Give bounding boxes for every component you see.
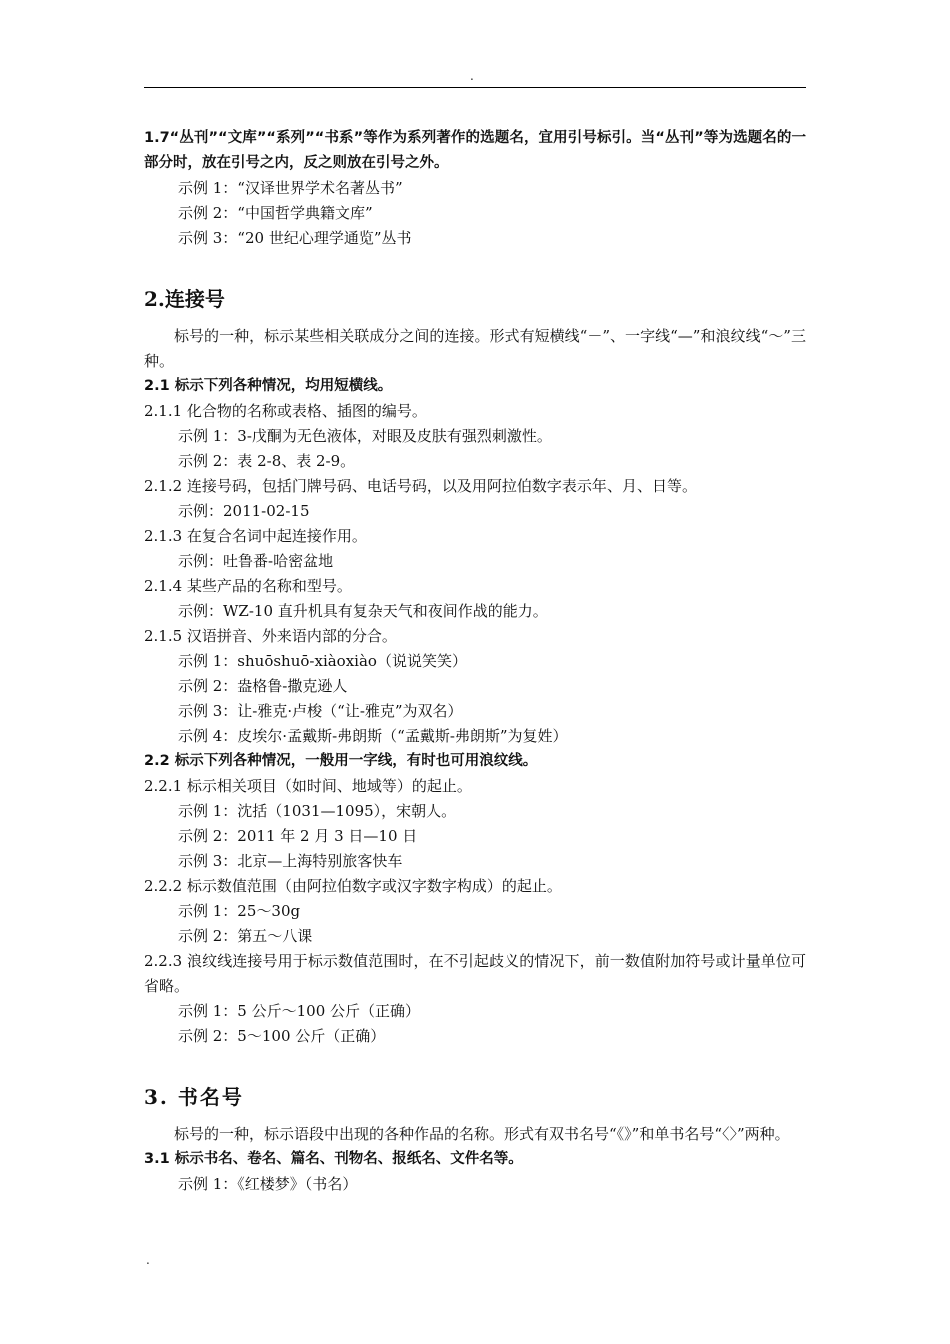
example-line: 示例 2：2011 年 2 月 3 日—10 日: [178, 827, 418, 845]
example-line: 示例 1：25～30g: [178, 902, 301, 920]
example-line: 示例 3：让-雅克·卢梭（“让-雅克”为双名）: [178, 702, 463, 720]
footer-mark: .: [146, 1253, 150, 1267]
example-line: 示例 1：5 公斤～100 公斤（正确）: [178, 1002, 421, 1020]
item-2-1-3: 2.1.3 在复合名词中起连接作用。: [144, 527, 367, 545]
item-2-1-4: 2.1.4 某些产品的名称和型号。: [144, 577, 352, 595]
subsection-3-1-heading: 3.1 标示书名、卷名、篇名、刊物名、报纸名、文件名等。: [144, 1151, 523, 1167]
example-line: 示例 3：北京—上海特别旅客快车: [178, 852, 403, 870]
example-line: 示例 3：“20 世纪心理学通览”丛书: [178, 229, 412, 247]
section-3-intro: 标号的一种，标示语段中出现的各种作品的名称。形式有双书名号“《》”和单书名号“〈〉”两种。: [174, 1125, 790, 1143]
example-line: 示例：2011-02-15: [178, 502, 310, 520]
item-2-1-1: 2.1.1 化合物的名称或表格、插图的编号。: [144, 402, 427, 420]
example-line: 示例 1：shuōshuō-xiàoxiào（说说笑笑）: [178, 652, 467, 670]
item-2-2-3: 2.2.3 浪纹线连接号用于标示数值范围时，在不引起歧义的情况下，前一数值附加符号或计量单位可省略。: [144, 952, 806, 995]
example-line: 示例 2：5～100 公斤（正确）: [178, 1027, 386, 1045]
example-line: 示例 2：表 2-8、表 2-9。: [178, 452, 356, 470]
section-1-7-heading: 1.7“丛刊”“文库”“系列”“书系”等作为系列著作的选题名，宜用引号标引。当“丛刊”等为选题名的一部分时，放在引号之内，反之则放在引号之外。: [144, 130, 806, 171]
example-line: 示例 1：《红楼梦》（书名）: [178, 1175, 358, 1193]
header-rule: [144, 87, 806, 88]
example-line: 示例 1：3-戊酮为无色液体，对眼及皮肤有强烈刺激性。: [178, 427, 552, 445]
example-line: 示例 2：“中国哲学典籍文库”: [178, 204, 373, 222]
section-3-title: 3. 书名号: [144, 1085, 244, 1109]
subsection-2-2-heading: 2.2 标示下列各种情况，一般用一字线，有时也可用浪纹线。: [144, 753, 538, 769]
subsection-2-1-heading: 2.1 标示下列各种情况，均用短横线。: [144, 378, 393, 394]
section-2-intro: 标号的一种，标示某些相关联成分之间的连接。形式有短横线“－”、一字线“—”和浪纹线“～”三种。: [144, 327, 806, 370]
example-line: 示例 2：第五～八课: [178, 927, 313, 945]
section-2-title: 2.连接号: [144, 287, 225, 311]
item-2-2-1: 2.2.1 标示相关项目（如时间、地域等）的起止。: [144, 777, 472, 795]
example-line: 示例 4：皮埃尔·孟戴斯-弗朗斯（“孟戴斯-弗朗斯”为复姓）: [178, 727, 568, 745]
header-mark: .: [470, 69, 474, 83]
example-line: 示例 2：盎格鲁-撒克逊人: [178, 677, 348, 695]
example-line: 示例：吐鲁番-哈密盆地: [178, 552, 334, 570]
item-2-1-2: 2.1.2 连接号码，包括门牌号码、电话号码，以及用阿拉伯数字表示年、月、日等。: [144, 477, 697, 495]
item-2-1-5: 2.1.5 汉语拼音、外来语内部的分合。: [144, 627, 397, 645]
example-line: 示例：WZ-10 直升机具有复杂天气和夜间作战的能力。: [178, 602, 548, 620]
item-2-2-2: 2.2.2 标示数值范围（由阿拉伯数字或汉字数字构成）的起止。: [144, 877, 562, 895]
document-body: [144, 126, 806, 1197]
example-line: 示例 1：“汉译世界学术名著丛书”: [178, 179, 403, 197]
example-line: 示例 1：沈括（1031—1095），宋朝人。: [178, 802, 457, 820]
